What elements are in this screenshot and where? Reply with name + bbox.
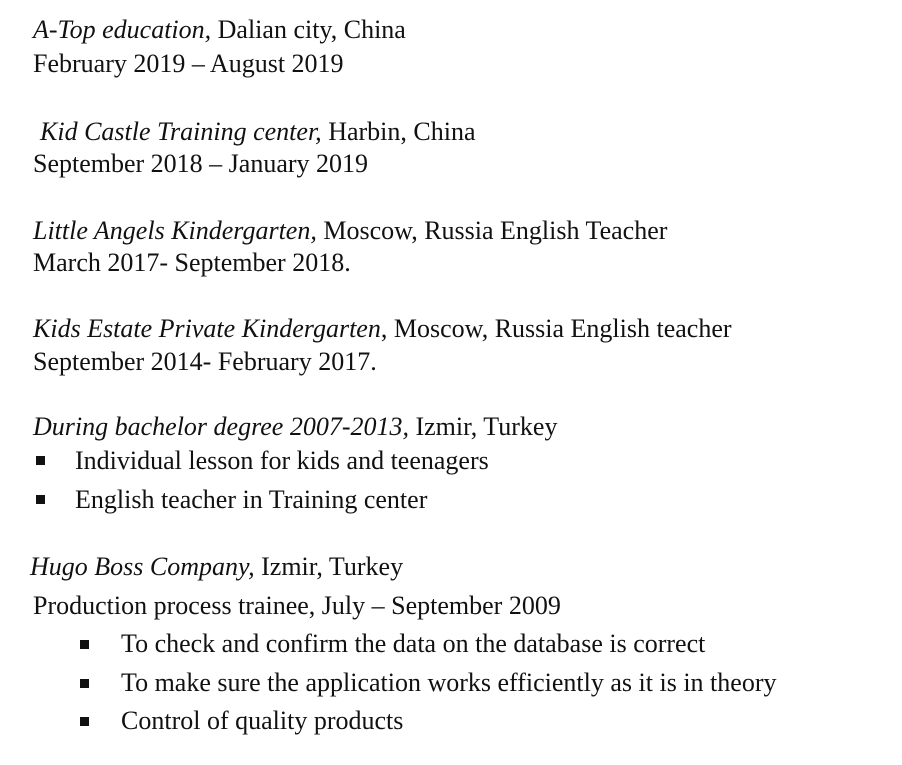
square-bullet-icon xyxy=(80,717,89,726)
entry-heading xyxy=(40,117,476,147)
list-item: Control of quality products xyxy=(121,706,404,735)
entry-dates: February 2019 – August 2019 xyxy=(33,49,344,78)
entry-heading xyxy=(33,216,667,246)
organization-name: Hugo Boss Company, xyxy=(30,552,255,581)
list-item: To check and confirm the data on the database is correct xyxy=(121,629,706,658)
organization-name: Kid Castle Training center, xyxy=(40,117,322,146)
list-item: Individual lesson for kids and teenagers xyxy=(75,446,489,475)
organization-name: Kids Estate Private Kindergarten xyxy=(33,314,381,343)
organization-name: Little Angels Kindergarten, xyxy=(33,216,317,245)
organization-location: Dalian city, China xyxy=(211,15,406,44)
organization-location: Moscow, Russia English Teacher xyxy=(316,216,668,245)
entry-dates: September 2014- February 2017. xyxy=(33,347,377,376)
entry-heading xyxy=(33,412,557,442)
entry-dates: September 2018 – January 2019 xyxy=(33,149,369,178)
entry-heading xyxy=(30,552,403,582)
entry-heading xyxy=(33,15,406,45)
organization-location: Izmir, Turkey xyxy=(254,552,404,581)
organization-location: Harbin, China xyxy=(321,117,476,146)
square-bullet-icon xyxy=(36,456,45,465)
square-bullet-icon xyxy=(36,495,45,504)
square-bullet-icon xyxy=(80,679,89,688)
organization-location: , Moscow, Russia English teacher xyxy=(380,314,732,343)
organization-name: A-Top education, xyxy=(33,15,212,44)
square-bullet-icon xyxy=(80,640,89,649)
entry-dates: March 2017- September 2018. xyxy=(33,248,351,277)
list-item: To make sure the application works efficiently as it is in theory xyxy=(121,668,777,697)
organization-name: During bachelor degree 2007-2013, xyxy=(33,412,409,441)
list-item: English teacher in Training center xyxy=(75,485,428,514)
entry-heading xyxy=(33,314,732,344)
entry-role: Production process trainee, July – September 2009 xyxy=(33,591,561,620)
organization-location: Izmir, Turkey xyxy=(408,412,558,441)
